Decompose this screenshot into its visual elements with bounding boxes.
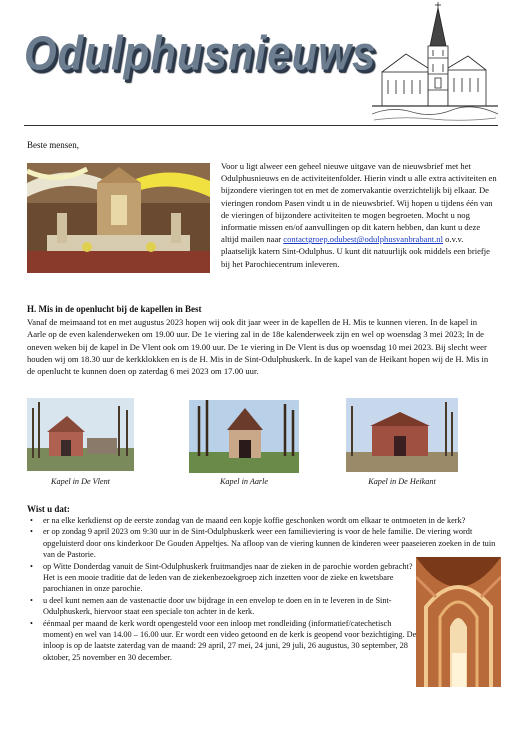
church-interior-photo bbox=[416, 557, 501, 687]
newsletter-title: Odulphusnieuws bbox=[24, 26, 377, 81]
caption-vlent: Kapel in De Vlent bbox=[51, 477, 110, 486]
chapel-aarle-photo bbox=[189, 400, 299, 473]
list-item: • er na elke kerkdienst op de eerste zondag van de maand een kopje koffie geschonken wordt om elkaar te ontmoeten in de kerk? bbox=[27, 515, 497, 526]
list-item: • u deel kunt nemen aan de vastenactie door uw bijdrage in een envelop te doen en in te leveren in de Sint-Odulphuskerk, hiervoor staat een speciale ton achter in de kerk. bbox=[27, 595, 423, 618]
chapel-heikant-photo bbox=[346, 398, 458, 472]
mis-paragraph: Vanaf de meimaand tot en met augustus 2023 hopen wij ook dit jaar weer in de kapellen de H. Mis te kunnen vieren. In de kapel in Aarle op de even kalenderweken om 19.00 uur. De 1e viering zal in de 18e kalenderweek zijn en wel op woensdag 3 mei 2023; In de oneven weken bij de kapel in De Vlent ook om 19.00 uur. De 1e viering in De Vlent is dus op woensdag 10 mei 2023. Bij slecht weer houden wij om 18.30 uur de kerkklokken en is de H. Mis in de Sint-Odulphuskerk. In de kapel van de Heikant hopen wij de H. Mis in de openlucht te kunnen doen op zaterdag 6 mei 2023 om 17.00 uur. bbox=[27, 317, 489, 377]
intro-text: Voor u ligt alweer een geheel nieuwe uitgave van de nieuwsbrief met het Odulphusnieuws en de activiteitenfolder. Hierin vindt u alle extra activiteiten en bijzondere vieringen tot en met de zomervakantie overzichtelijk bij elkaar. De vieringen rondom Pasen vindt u in de nieuwsbrief. Wij hopen u tijdens één van de vieringen of bijzondere activiteiten te mogen begroeten. Mocht u nog informatie missen en/of aanvullingen op dit katern hebben, dan kunt u deze altijd mailen naar bbox=[221, 161, 497, 245]
altar-photo bbox=[27, 163, 210, 273]
mis-heading: H. Mis in de openlucht bij de kapellen in Best bbox=[27, 304, 202, 314]
list-item: • er op zondag 9 april 2023 om 9:30 uur in de Sint-Odulphuskerk weer een familieviering is voor de hele familie. De viering wordt opgeluisterd door ons kinderkoor De Gouden Appeltjes. Na afloop van de viering kunnen de kinderen weer paaseieren zoeken in de tuin van de Pastorie. bbox=[27, 526, 497, 560]
chapel-vlent-photo bbox=[27, 398, 134, 471]
greeting: Beste mensen, bbox=[27, 140, 79, 150]
header-divider bbox=[24, 125, 498, 126]
intro-paragraph bbox=[221, 160, 497, 270]
contact-email-link[interactable]: contactgroep.odubest@odulphusvanbrabant.nl bbox=[283, 234, 443, 245]
list-item: • op Witte Donderdag vanuit de Sint-Odulphuskerk fruitmandjes naar de zieken in de parochie worden gebracht? Het is een mooie traditie dat de leden van de ziekenbezoekgroep zich inzetten voor de zieke en kwetsbare parochianen in onze parochie. bbox=[27, 561, 423, 595]
caption-heikant: Kapel in De Heikant bbox=[368, 477, 436, 486]
intro-text-end: o.v.v. plaatselijk katern Sint-Odulphus. U kunt dit natuurlijk ook middels een briefje bij het Parochiecentrum inleveren. bbox=[221, 234, 490, 269]
wist-heading: Wist u dat: bbox=[27, 504, 70, 514]
church-drawing-icon bbox=[372, 2, 498, 122]
list-item: • éénmaal per maand de kerk wordt opengesteld voor een inloop met rondleiding (informatief/catechetisch moment) en wel van 14.00 – 16.00 uur. Er wordt een video getoond en de kerk is geopend voor bezichtiging. De inloop is op de laatste zaterdag van de maand: 29 april, 27 mei, 24 juni, 29 juli, 26 augustus, 30 september, 28 oktober, 25 november en 30 december. bbox=[27, 618, 423, 664]
caption-aarle: Kapel in Aarle bbox=[219, 477, 269, 486]
